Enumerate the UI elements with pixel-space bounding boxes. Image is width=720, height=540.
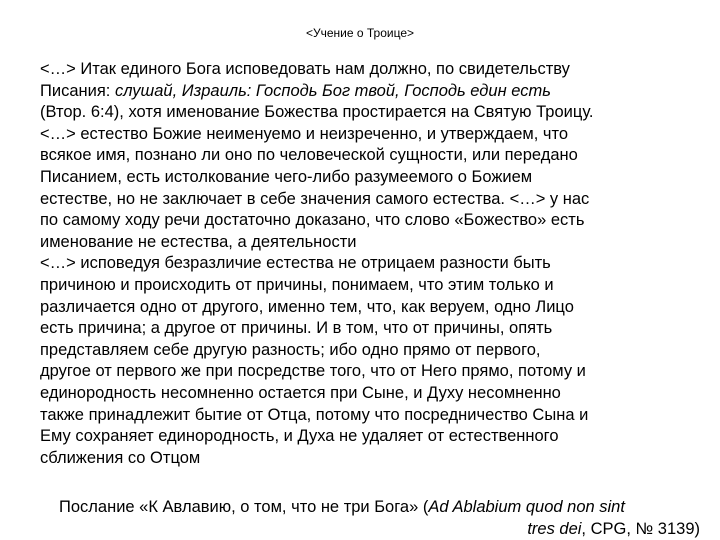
text-line: Писанием, есть истолкование чего-либо разумеемого о Божием: [40, 167, 533, 186]
text-line: (Втор. 6:4), хотя именование Божества простирается на Святую Троицу.: [40, 103, 594, 122]
text-line: <…> Итак единого Бога исповедовать нам должно, по свидетельству: [40, 60, 570, 78]
text-line: <…> исповедуя безразличие естества не отрицаем разности быть: [40, 254, 551, 273]
citation-text: , CPG, № 3139): [581, 520, 700, 538]
text-run: Писания:: [40, 81, 115, 100]
text-line: единородность несомненно остается при Сыне, и Духу несомненно: [40, 383, 561, 402]
text-line: [40, 81, 704, 103]
text-line: различается одно от другого, именно тем, что, как веруем, одно Лицо: [40, 297, 574, 316]
latin-title: tres dei: [527, 520, 582, 538]
text-line: Ему сохраняет единородность, и Духа не удаляет от естественного: [40, 427, 559, 446]
text-line: есть причина; а другое от причины. И в том, что от причины, опять: [40, 319, 553, 338]
text-line: всякое имя, познано ли оно по человеческой сущности, или передано: [40, 146, 578, 165]
scripture-quote: слушай, Израиль: Господь Бог твой, Господь един есть: [114, 81, 551, 100]
citation-line: [40, 496, 704, 518]
text-line: сближения со Отцом: [40, 448, 201, 467]
text-line: другое от первого же при посредстве того, что от Него прямо, потому и: [40, 362, 586, 381]
latin-title: Ad Ablabium quod non sint: [428, 498, 625, 516]
citation-text: Послание «К Авлавию, о том, что не три Бога» (: [59, 498, 429, 516]
text-line: именование не естества, а деятельности: [40, 232, 357, 251]
text-line: по самому ходу речи достаточно доказано, что слово «Божество» есть: [40, 211, 585, 230]
paragraph-causality: [40, 253, 704, 469]
slide-title: <Учение о Троице>: [305, 26, 415, 40]
text-line: причиною и происходить от причины, понимаем, что этим только и: [40, 275, 554, 294]
text-line: также принадлежит бытие от Отца, потому что посредничество Сына и: [40, 405, 589, 424]
paragraph-trinity-unity: [40, 59, 704, 253]
citation-line: [40, 518, 704, 540]
body-text: [40, 59, 704, 469]
text-line: <…> естество Божие неименуемо и неизреченно, и утверждаем, что: [40, 124, 569, 143]
text-line: представляем себе другую разность; ибо одно прямо от первого,: [40, 340, 541, 359]
text-line: естестве, но не заключает в себе значения самого естества. <…> у нас: [40, 189, 590, 208]
source-citation: [40, 496, 704, 540]
